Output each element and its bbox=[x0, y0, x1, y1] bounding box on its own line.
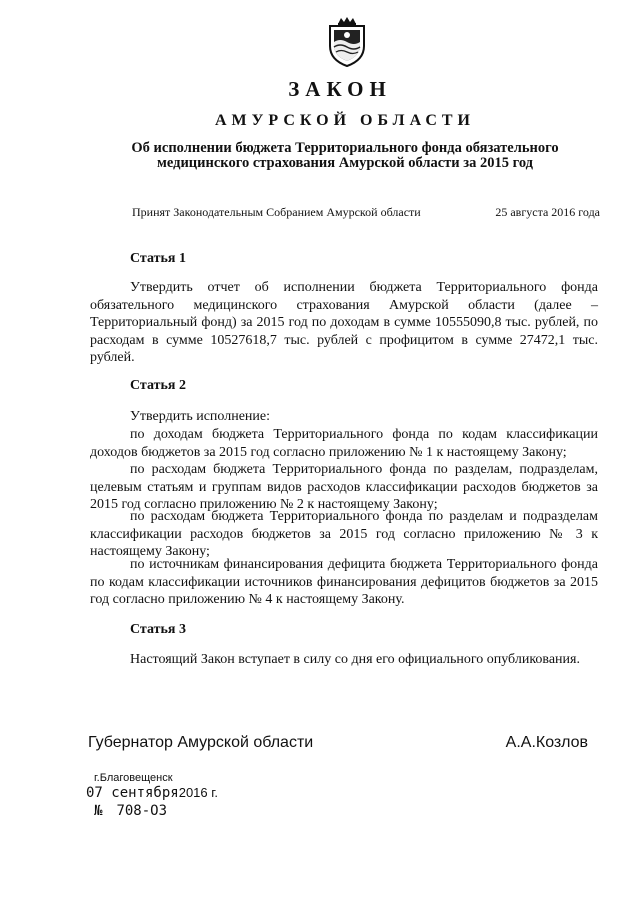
signing-date bbox=[86, 785, 218, 801]
adopted-date: 25 августа 2016 года bbox=[495, 205, 600, 219]
article-2-item-1: по доходам бюджета Территориального фонда по кодам классификации доходов бюджетов за 2015 год согласно приложению № 1 к настоящему Закону; bbox=[90, 427, 598, 460]
article-1-heading: Статья 1 bbox=[130, 251, 186, 266]
document-title: ЗАКОН bbox=[288, 77, 392, 101]
article-3-text: Настоящий Закон вступает в силу со дня его официального опубликования. bbox=[130, 652, 580, 667]
article-3-heading: Статья 3 bbox=[130, 622, 186, 637]
law-number-value: 708-ОЗ bbox=[116, 803, 168, 819]
law-number bbox=[94, 803, 167, 819]
adopted-statement: Принят Законодательным Собранием Амурской области bbox=[132, 205, 421, 219]
article-2-item-4: по источникам финансирования дефицита бюджета Территориального фонда по кодам классификации источников финансирования дефицитов бюджетов за 2015 год согласно приложению № 4 к настоящему Закону. bbox=[90, 557, 598, 608]
article-1-text: Утвердить отчет об исполнении бюджета Территориального фонда обязательного медицинского страхования Амурской области (далее – Территориальный фонд) за 2015 год по доходам в сумме 10555090,8 тыс. рублей, по расходам в сумме 10527618,7 тыс. рублей с профицитом в сумме 27472,1 тыс. рублей. bbox=[90, 280, 598, 366]
coat-of-arms-icon bbox=[326, 16, 368, 68]
governor-title: Губернатор Амурской области bbox=[88, 734, 314, 751]
article-2-intro: Утвердить исполнение: bbox=[130, 409, 270, 424]
article-2-item-3: по расходам бюджета Территориального фонда по разделам и подразделам классификации расходов бюджетов за 2015 год согласно приложению № 3 к настоящему Закону; bbox=[90, 509, 598, 560]
signing-date-year: 2016 г. bbox=[178, 785, 219, 800]
law-subject: Об исполнении бюджета Территориального фонда обязательного медицинского страхования Амурской области за 2015 год bbox=[131, 140, 559, 171]
number-symbol: № bbox=[94, 803, 103, 819]
city: г.Благовещенск bbox=[94, 772, 173, 784]
article-2-heading: Статья 2 bbox=[130, 378, 186, 393]
region-name: АМУРСКОЙ ОБЛАСТИ bbox=[215, 112, 475, 129]
governor-name: А.А.Козлов bbox=[505, 734, 588, 751]
article-2-item-2: по расходам бюджета Территориального фонда по разделам, подразделам, целевым статьям и группам видов расходов классификации расходов бюджетов за 2015 год согласно приложению № 2 к настоящему Закону; bbox=[90, 462, 598, 513]
signing-date-day-month: 07 сентября bbox=[86, 785, 179, 801]
